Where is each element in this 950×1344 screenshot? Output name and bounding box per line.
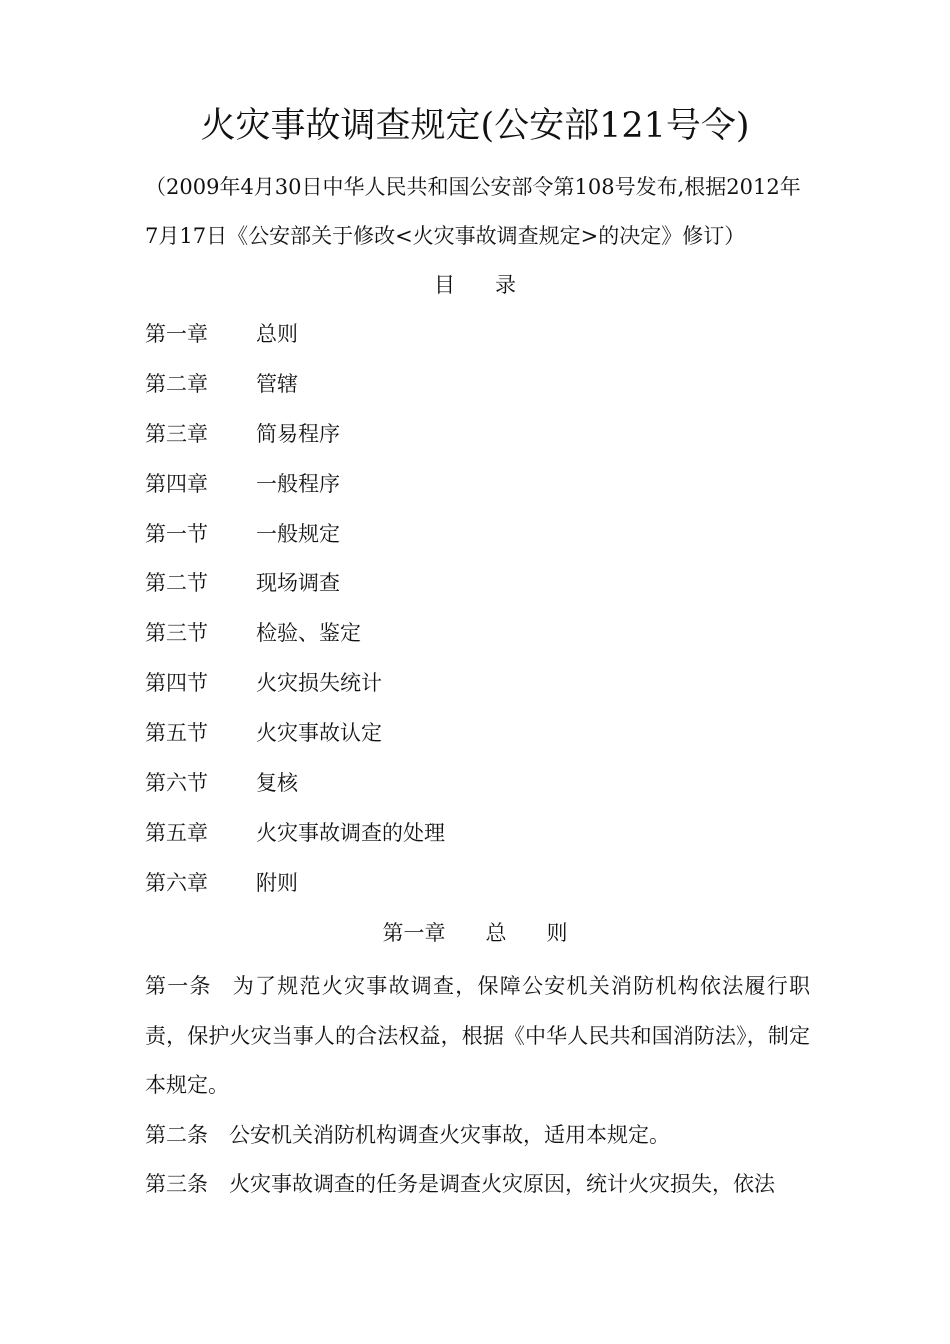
chapter-number: 第一章 [382,921,446,945]
article-list [145,962,810,1210]
toc-item-title: 火灾损失统计 [256,671,382,696]
toc-item[interactable] [145,712,805,762]
toc-item-number: 第五节 [145,721,208,746]
chapter-title: 总则 [485,921,608,945]
toc-item[interactable] [145,313,805,363]
toc-item[interactable] [145,513,805,563]
article-text: 公安机关消防机构调查火灾事故，适用本规定。 [229,1122,670,1147]
toc-item-number: 第三节 [145,621,208,646]
toc-item[interactable] [145,862,805,912]
document-title: 火灾事故调查规定(公安部121号令) [200,106,750,146]
chapter-heading [0,912,950,954]
toc-item[interactable] [145,612,805,662]
toc-heading: 目录 [434,273,556,297]
toc-item[interactable] [145,812,805,862]
toc-item-number: 第一章 [145,322,208,346]
toc-item-number: 第二节 [145,571,208,596]
toc-item-title: 检验、鉴定 [256,621,361,646]
toc-item-title: 火灾事故调查的处理 [256,820,445,845]
toc-item-number: 第六节 [145,771,208,796]
toc-item-number: 第五章 [145,820,208,845]
toc-item-title: 管辖 [256,371,298,396]
toc-item-title: 一般规定 [256,521,340,546]
article-paragraph [145,962,810,1111]
toc-item-title: 总则 [256,322,298,346]
toc-item-title: 一般程序 [256,471,340,496]
toc-item-number: 第四节 [145,671,208,696]
table-of-contents [145,313,805,912]
toc-item[interactable] [145,762,805,812]
toc-item[interactable] [145,662,805,712]
article-number: 第二条 [145,1122,208,1147]
toc-item-number: 第六章 [145,870,208,895]
article-number: 第三条 [145,1172,208,1197]
article-paragraph [145,1111,810,1161]
toc-item[interactable] [145,363,805,413]
article-number: 第一条 [145,974,212,998]
document-subtitle: （2009年4月30日中华人民共和国公安部令第108号发布,根据2012年7月17日《公安部关于修改<火灾事故调查规定>的决定》修订） [145,175,801,248]
article-text: 为了规范火灾事故调查，保障公安机关消防机构依法履行职责，保护火灾当事人的合法权益，根据《中华人民共和国消防法》，制定本规定。 [145,974,810,1098]
article-paragraph [145,1160,810,1210]
toc-item-number: 第一节 [145,521,208,546]
toc-item-title: 现场调查 [256,571,340,596]
toc-item-title: 火灾事故认定 [256,721,382,746]
toc-item-number: 第二章 [145,371,208,396]
article-text: 火灾事故调查的任务是调查火灾原因，统计火灾损失，依法 [229,1172,775,1197]
toc-item-title: 附则 [256,870,298,895]
toc-item-number: 第四章 [145,471,208,496]
toc-item-title: 复核 [256,771,298,796]
toc-item[interactable] [145,413,805,463]
toc-item-number: 第三章 [145,421,208,446]
toc-item[interactable] [145,562,805,612]
toc-item[interactable] [145,463,805,513]
toc-item-title: 简易程序 [256,421,340,446]
